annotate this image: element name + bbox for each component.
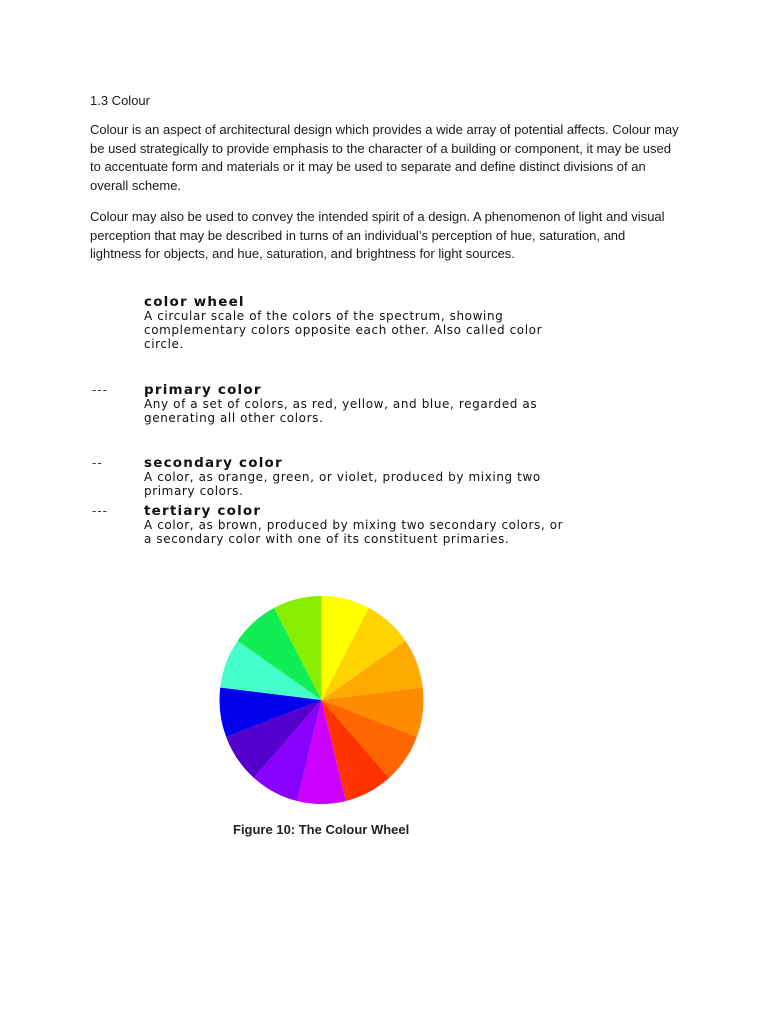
definition-description: Any of a set of colors, as red, yellow, and blue, regarded as generating all other colors.: [144, 397, 538, 425]
section-heading: 1.3 Colour: [90, 93, 150, 108]
definition-tertiary-color: [92, 503, 572, 547]
definition-term: secondary color: [144, 455, 283, 471]
definition-description: A circular scale of the colors of the spectrum, showing complementary colors opposite each other. Also called color circle.: [144, 309, 543, 351]
definition-description: A color, as brown, produced by mixing two secondary colors, or a secondary color with one of its constituent primaries.: [144, 518, 564, 546]
definition-description: A color, as orange, green, or violet, produced by mixing two primary colors.: [144, 470, 541, 498]
figure-caption: Figure 10: The Colour Wheel: [233, 822, 410, 837]
definition-dash: ---: [92, 504, 108, 518]
paragraph-colour-intro: Colour is an aspect of architectural design which provides a wide array of potential affects. Colour may be used strategically to provide emphasis to the character of a building or component, it may be used to accentuate form and materials or it may be used to separate and define distinct divisions of an overall scheme.: [90, 122, 679, 193]
paragraph-colour-perception: Colour may also be used to convey the intended spirit of a design. A phenomenon of light and visual perception that may be described in turns of an individual’s perception of hue, saturation, and lightness for objects, and hue, saturation, and brightness for light sources.: [90, 209, 665, 261]
definition-color-wheel: [92, 294, 572, 351]
definition-dash: --: [92, 456, 103, 470]
definition-term: primary color: [144, 382, 262, 398]
definition-secondary-color: [92, 455, 572, 499]
definition-dash: ---: [92, 383, 108, 397]
definition-primary-color: [92, 382, 572, 426]
colour-wheel-figure: [219, 595, 424, 805]
definition-term: tertiary color: [144, 503, 262, 519]
definition-term: color wheel: [144, 294, 245, 310]
